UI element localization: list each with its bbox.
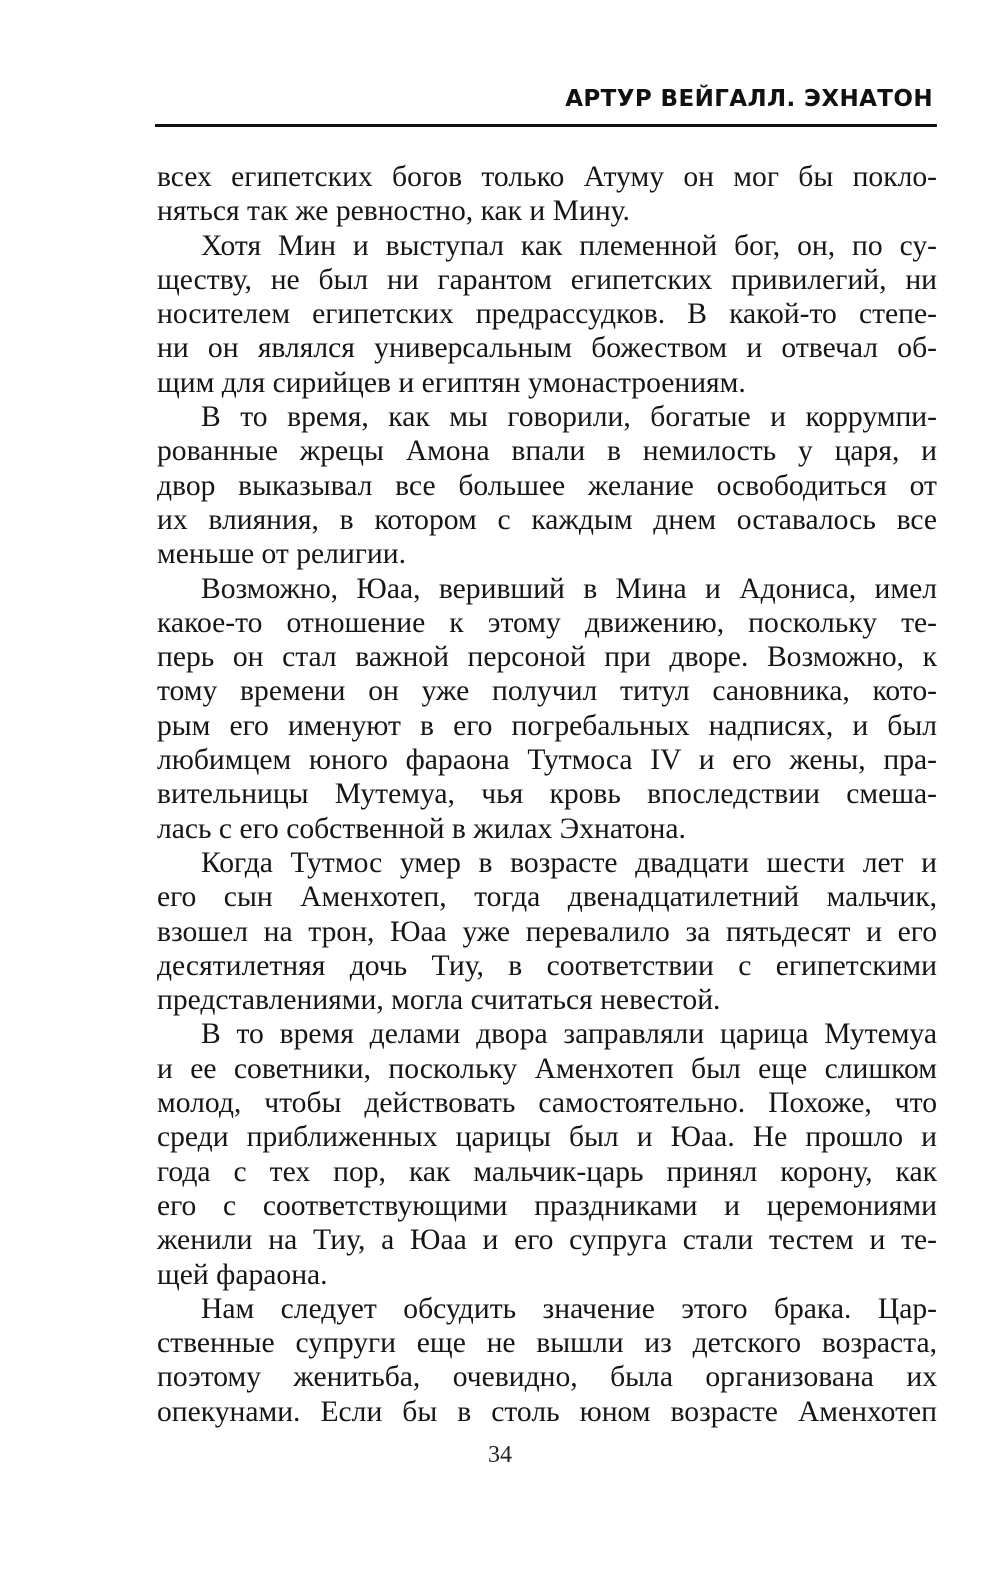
text-line: рованные жрецы Амона впали в немилость у царя, и	[157, 435, 937, 468]
running-header-title: АРТУР ВЕЙГАЛЛ. ЭХНАТОН	[565, 86, 933, 112]
text-line: десятилетняя дочь Тиу, в соответствии с египетскими	[157, 949, 937, 982]
text-line: В то время делами двора заправляли царица Мутемуа	[201, 1018, 937, 1051]
text-line: перь он стал важной персоной при дворе. Возможно, к	[157, 641, 937, 674]
paragraph	[157, 1017, 937, 1291]
text-line: всех египетских богов только Атуму он мог бы покло-	[157, 161, 937, 193]
text-line: В то время, как мы говорили, богатые и коррумпи-	[201, 401, 937, 434]
text-line: щей фараона.	[157, 1258, 328, 1291]
text-line: среди приближенных царицы был и Юаа. Не прошло и	[157, 1121, 937, 1154]
text-line: лась с его собственной в жилах Эхнатона.	[157, 812, 686, 845]
text-line: взошел на трон, Юаа уже перевалило за пятьдесят и его	[157, 915, 937, 948]
text-line: меньше от религии.	[157, 538, 407, 571]
text-line: тому времени он уже получил титул сановника, кото-	[157, 675, 937, 708]
paragraph	[157, 846, 937, 1017]
text-line: опекунами. Если бы в столь юном возрасте Аменхотеп	[157, 1395, 937, 1428]
text-line: и ее советники, поскольку Аменхотеп был еще слишком	[157, 1052, 937, 1085]
text-line: его сын Аменхотеп, тогда двенадцатилетний мальчик,	[157, 881, 937, 914]
running-header	[155, 84, 937, 127]
paragraph	[157, 160, 937, 229]
text-line: ни он являлся универсальным божеством и отвечал об-	[157, 332, 937, 365]
text-line: Нам следует обсудить значение этого брака. Цар-	[201, 1292, 937, 1325]
text-line: любимцем юного фараона Тутмоса IV и его жены, пра-	[157, 744, 937, 777]
text-line: их влияния, в котором с каждым днем оставалось все	[157, 503, 937, 536]
text-line: молод, чтобы действовать самостоятельно. Похоже, что	[157, 1087, 937, 1120]
text-line: вительницы Мутемуа, чья кровь впоследствии смеша-	[157, 778, 937, 811]
text-line: няться так же ревностно, как и Мину.	[157, 195, 630, 228]
text-line: года с тех пор, как мальчик-царь принял корону, как	[157, 1155, 937, 1188]
paragraph	[157, 229, 937, 400]
body-text	[157, 160, 937, 1429]
text-line: рым его именуют в его погребальных надписях, и был	[157, 709, 937, 742]
text-line: Когда Тутмос умер в возрасте двадцати шести лет и	[201, 846, 937, 879]
paragraph	[157, 1292, 937, 1429]
page-number: 34	[488, 1442, 512, 1468]
text-line: представлениями, могла считаться невестой.	[157, 984, 721, 1017]
text-line: какое-то отношение к этому движению, поскольку те-	[157, 606, 937, 639]
paragraph	[157, 572, 937, 846]
text-line: Хотя Мин и выступал как племенной бог, он, по су-	[201, 229, 937, 262]
text-line: Возможно, Юаа, веривший в Мина и Адониса, имел	[201, 572, 937, 605]
text-line: ществу, не был ни гарантом египетских привилегий, ни	[157, 263, 937, 296]
paragraph	[157, 400, 937, 571]
text-line: ственные супруги еще не вышли из детского возраста,	[157, 1327, 937, 1360]
text-line: носителем египетских предрассудков. В какой-то степе-	[157, 298, 937, 331]
text-line: женили на Тиу, а Юаа и его супруга стали тестем и те-	[157, 1224, 937, 1257]
text-line: поэтому женитьба, очевидно, была организована их	[157, 1361, 937, 1394]
text-line: двор выказывал все большее желание освободиться от	[157, 469, 937, 502]
text-line: щим для сирийцев и египтян умонастроениям.	[157, 366, 746, 399]
text-line: его с соответствующими праздниками и церемониями	[157, 1189, 937, 1222]
